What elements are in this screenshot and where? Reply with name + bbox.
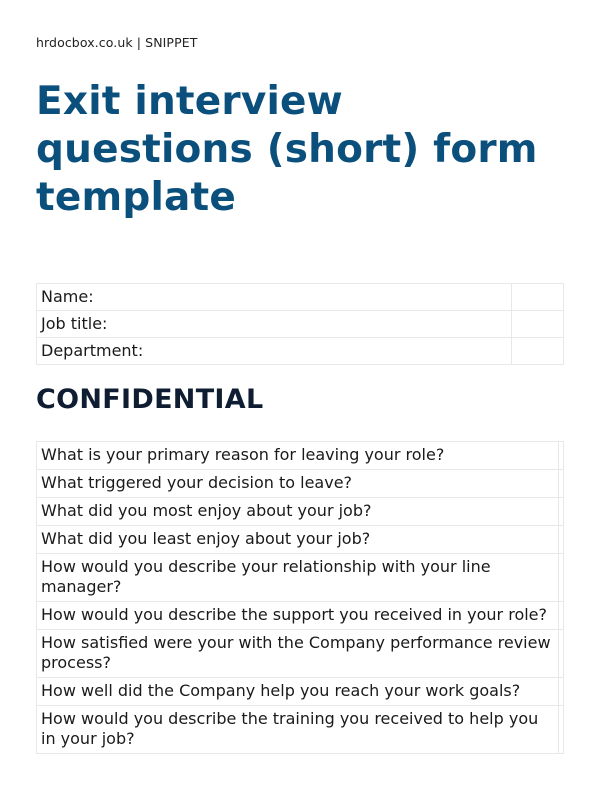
answer-field[interactable] <box>559 442 564 470</box>
question-text: How satisfied were your with the Company performance review process? <box>37 630 559 678</box>
table-row <box>37 284 564 311</box>
question-text: What did you least enjoy about your job? <box>37 526 559 554</box>
table-row <box>37 554 564 602</box>
employee-details-table <box>36 283 564 365</box>
table-row <box>37 470 564 498</box>
question-text: How well did the Company help you reach your work goals? <box>37 678 559 706</box>
question-text: How would you describe the training you received to help you in your job? <box>37 706 559 754</box>
name-label: Name: <box>37 284 512 311</box>
name-field[interactable] <box>512 284 564 311</box>
answer-field[interactable] <box>559 706 564 754</box>
answer-field[interactable] <box>559 602 564 630</box>
department-field[interactable] <box>512 338 564 365</box>
table-row <box>37 526 564 554</box>
question-text: What triggered your decision to leave? <box>37 470 559 498</box>
source-label: hrdocbox.co.uk | SNIPPET <box>36 35 198 50</box>
question-text: How would you describe your relationship with your line manager? <box>37 554 559 602</box>
job-title-label: Job title: <box>37 311 512 338</box>
department-label: Department: <box>37 338 512 365</box>
answer-field[interactable] <box>559 498 564 526</box>
answer-field[interactable] <box>559 630 564 678</box>
question-text: How would you describe the support you received in your role? <box>37 602 559 630</box>
answer-field[interactable] <box>559 526 564 554</box>
table-row <box>37 442 564 470</box>
table-row <box>37 338 564 365</box>
table-row <box>37 602 564 630</box>
answer-field[interactable] <box>559 554 564 602</box>
question-text: What did you most enjoy about your job? <box>37 498 559 526</box>
section-heading: CONFIDENTIAL <box>36 384 264 415</box>
table-row <box>37 706 564 754</box>
answer-field[interactable] <box>559 470 564 498</box>
page-title: Exit interview questions (short) form template <box>36 79 538 220</box>
table-row <box>37 311 564 338</box>
job-title-field[interactable] <box>512 311 564 338</box>
questions-table <box>36 441 564 754</box>
table-row <box>37 678 564 706</box>
table-row <box>37 630 564 678</box>
answer-field[interactable] <box>559 678 564 706</box>
question-text: What is your primary reason for leaving your role? <box>37 442 559 470</box>
table-row <box>37 498 564 526</box>
